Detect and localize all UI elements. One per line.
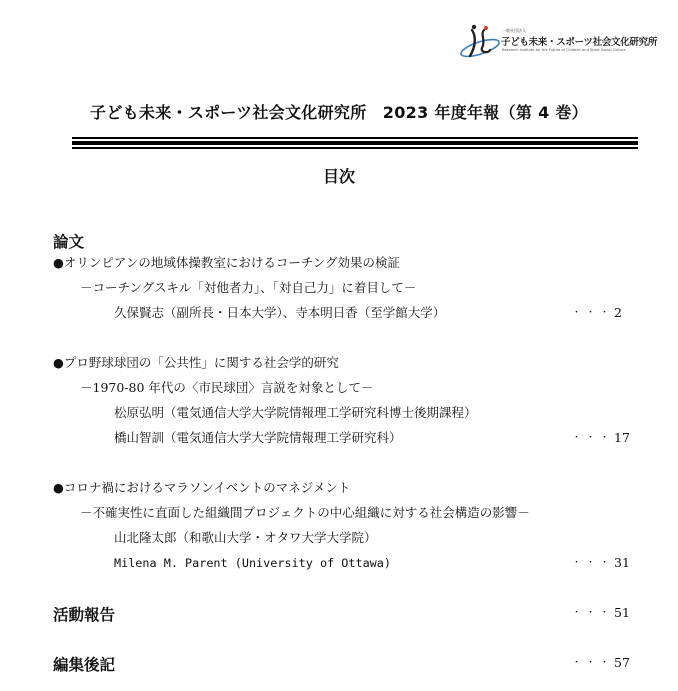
paper-author: Milena M. Parent (University of Ottawa): [114, 556, 391, 570]
divider-thin-top: [72, 137, 638, 139]
section-heading-papers: 論文: [53, 233, 85, 251]
paper-subtitle: －1970-80 年代の〈市民球団〉言説を対象として－: [80, 380, 374, 395]
dot-leader: ・・・: [572, 658, 615, 668]
dot-leader: ・・・: [572, 558, 615, 568]
paper-title[interactable]: ●コロナ禍におけるマラソンイベントのマネジメント: [53, 480, 351, 495]
dot-leader: ・・・: [572, 433, 615, 443]
institute-logo: [458, 20, 658, 64]
logo-english-name: Research Institute for the Future of Children and Sport Social Culture: [502, 48, 626, 52]
dot-leader: ・・・: [572, 308, 615, 318]
paper-author: 山北隆太郎（和歌山大学・オタワ大学大学院）: [114, 530, 377, 545]
page-number: 51: [614, 605, 630, 620]
page-number: 57: [614, 655, 630, 670]
paper-subtitle: －不確実性に直面した組織間プロジェクトの中心組織に対する社会構造の影響－: [80, 505, 530, 520]
paper-subtitle: －コーチングスキル「対他者力」、「対自己力」に着目して－: [80, 280, 417, 295]
paper-author: 橋山智訓（電気通信大学大学院情報理工学研究科）: [114, 430, 402, 445]
page-number: 17: [614, 430, 630, 445]
paper-title[interactable]: ●オリンピアンの地域体操教室におけるコーチング効果の検証: [53, 255, 401, 270]
section-heading-activity-report[interactable]: 活動報告: [53, 606, 116, 624]
section-heading-editors-note[interactable]: 編集後記: [53, 656, 116, 674]
logo-name: 子ども未来・スポーツ社会文化研究所: [501, 37, 658, 48]
paper-authors: 久保賢志（副所長・日本大学）、寺本明日香（至学館大学）: [114, 305, 446, 320]
divider-thin-bottom: [72, 147, 638, 149]
runner-swoosh-icon: [458, 22, 504, 66]
page-reference: [572, 655, 632, 671]
page-number: 31: [614, 555, 630, 570]
divider-thick: [72, 141, 638, 145]
page-reference: [572, 605, 632, 621]
page-reference: [572, 430, 632, 446]
page-reference: [572, 555, 632, 571]
paper-author: 松原弘明（電気通信大学大学院情報理工学研究科博士後期課程）: [114, 405, 477, 420]
toc-heading: 目次: [322, 167, 355, 186]
paper-title[interactable]: ●プロ野球球団の「公共性」に関する社会学的研究: [53, 355, 339, 370]
logo-small-label: 一般社団法人: [502, 28, 526, 33]
dot-leader: ・・・: [572, 608, 615, 618]
page-reference: [572, 305, 632, 321]
document-title: 子ども未来・スポーツ社会文化研究所 2023 年度年報（第 4 巻）: [90, 103, 588, 122]
page-number: 2: [614, 305, 622, 320]
